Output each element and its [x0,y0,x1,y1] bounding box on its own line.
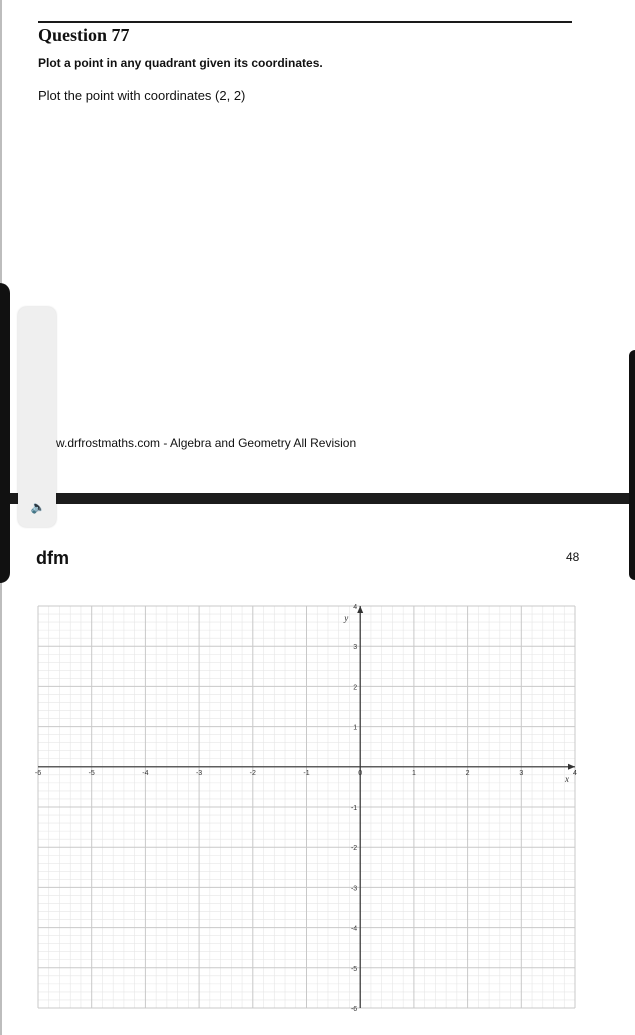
y-tick-label: 2 [353,684,358,692]
y-tick-label: -4 [350,925,358,933]
x-tick-label: -5 [88,769,95,777]
source-footer: w.drfrostmaths.com - Algebra and Geometry All Revision [56,436,357,450]
x-tick-label: 2 [465,769,470,777]
y-axis-arrow [357,606,363,613]
y-tick-label: -1 [350,805,358,812]
y-tick-label: 3 [353,644,358,652]
page-number: 48 [566,550,580,564]
y-tick-label: -2 [350,845,358,853]
x-tick-label: -3 [195,769,203,777]
question-prompt: Plot the point with coordinates (2, 2) [38,88,246,103]
question-title: Question 77 [38,25,130,45]
x-tick-label: -6 [34,769,42,777]
y-tick-label: 4 [353,604,358,611]
x-tick-label: 4 [573,769,577,777]
brand-logo: dfm [36,548,69,568]
x-tick-label: -1 [303,769,310,777]
x-tick-label: 0 [358,769,363,777]
x-tick-label: -2 [249,769,256,777]
x-axis-label: x [565,773,569,784]
x-tick-label: 3 [519,769,524,777]
y-tick-label: -6 [350,1006,358,1013]
speaker-icon[interactable]: 🔈 [30,500,46,514]
y-tick-label: 1 [353,724,358,732]
y-tick-label: -5 [350,965,358,973]
y-tick-label: -3 [350,885,358,893]
y-axis-label: y [344,613,349,623]
question-subtitle: Plot a point in any quadrant given its coordinates. [38,56,323,70]
x-tick-label: 1 [411,769,416,777]
x-tick-label: -4 [142,769,149,777]
